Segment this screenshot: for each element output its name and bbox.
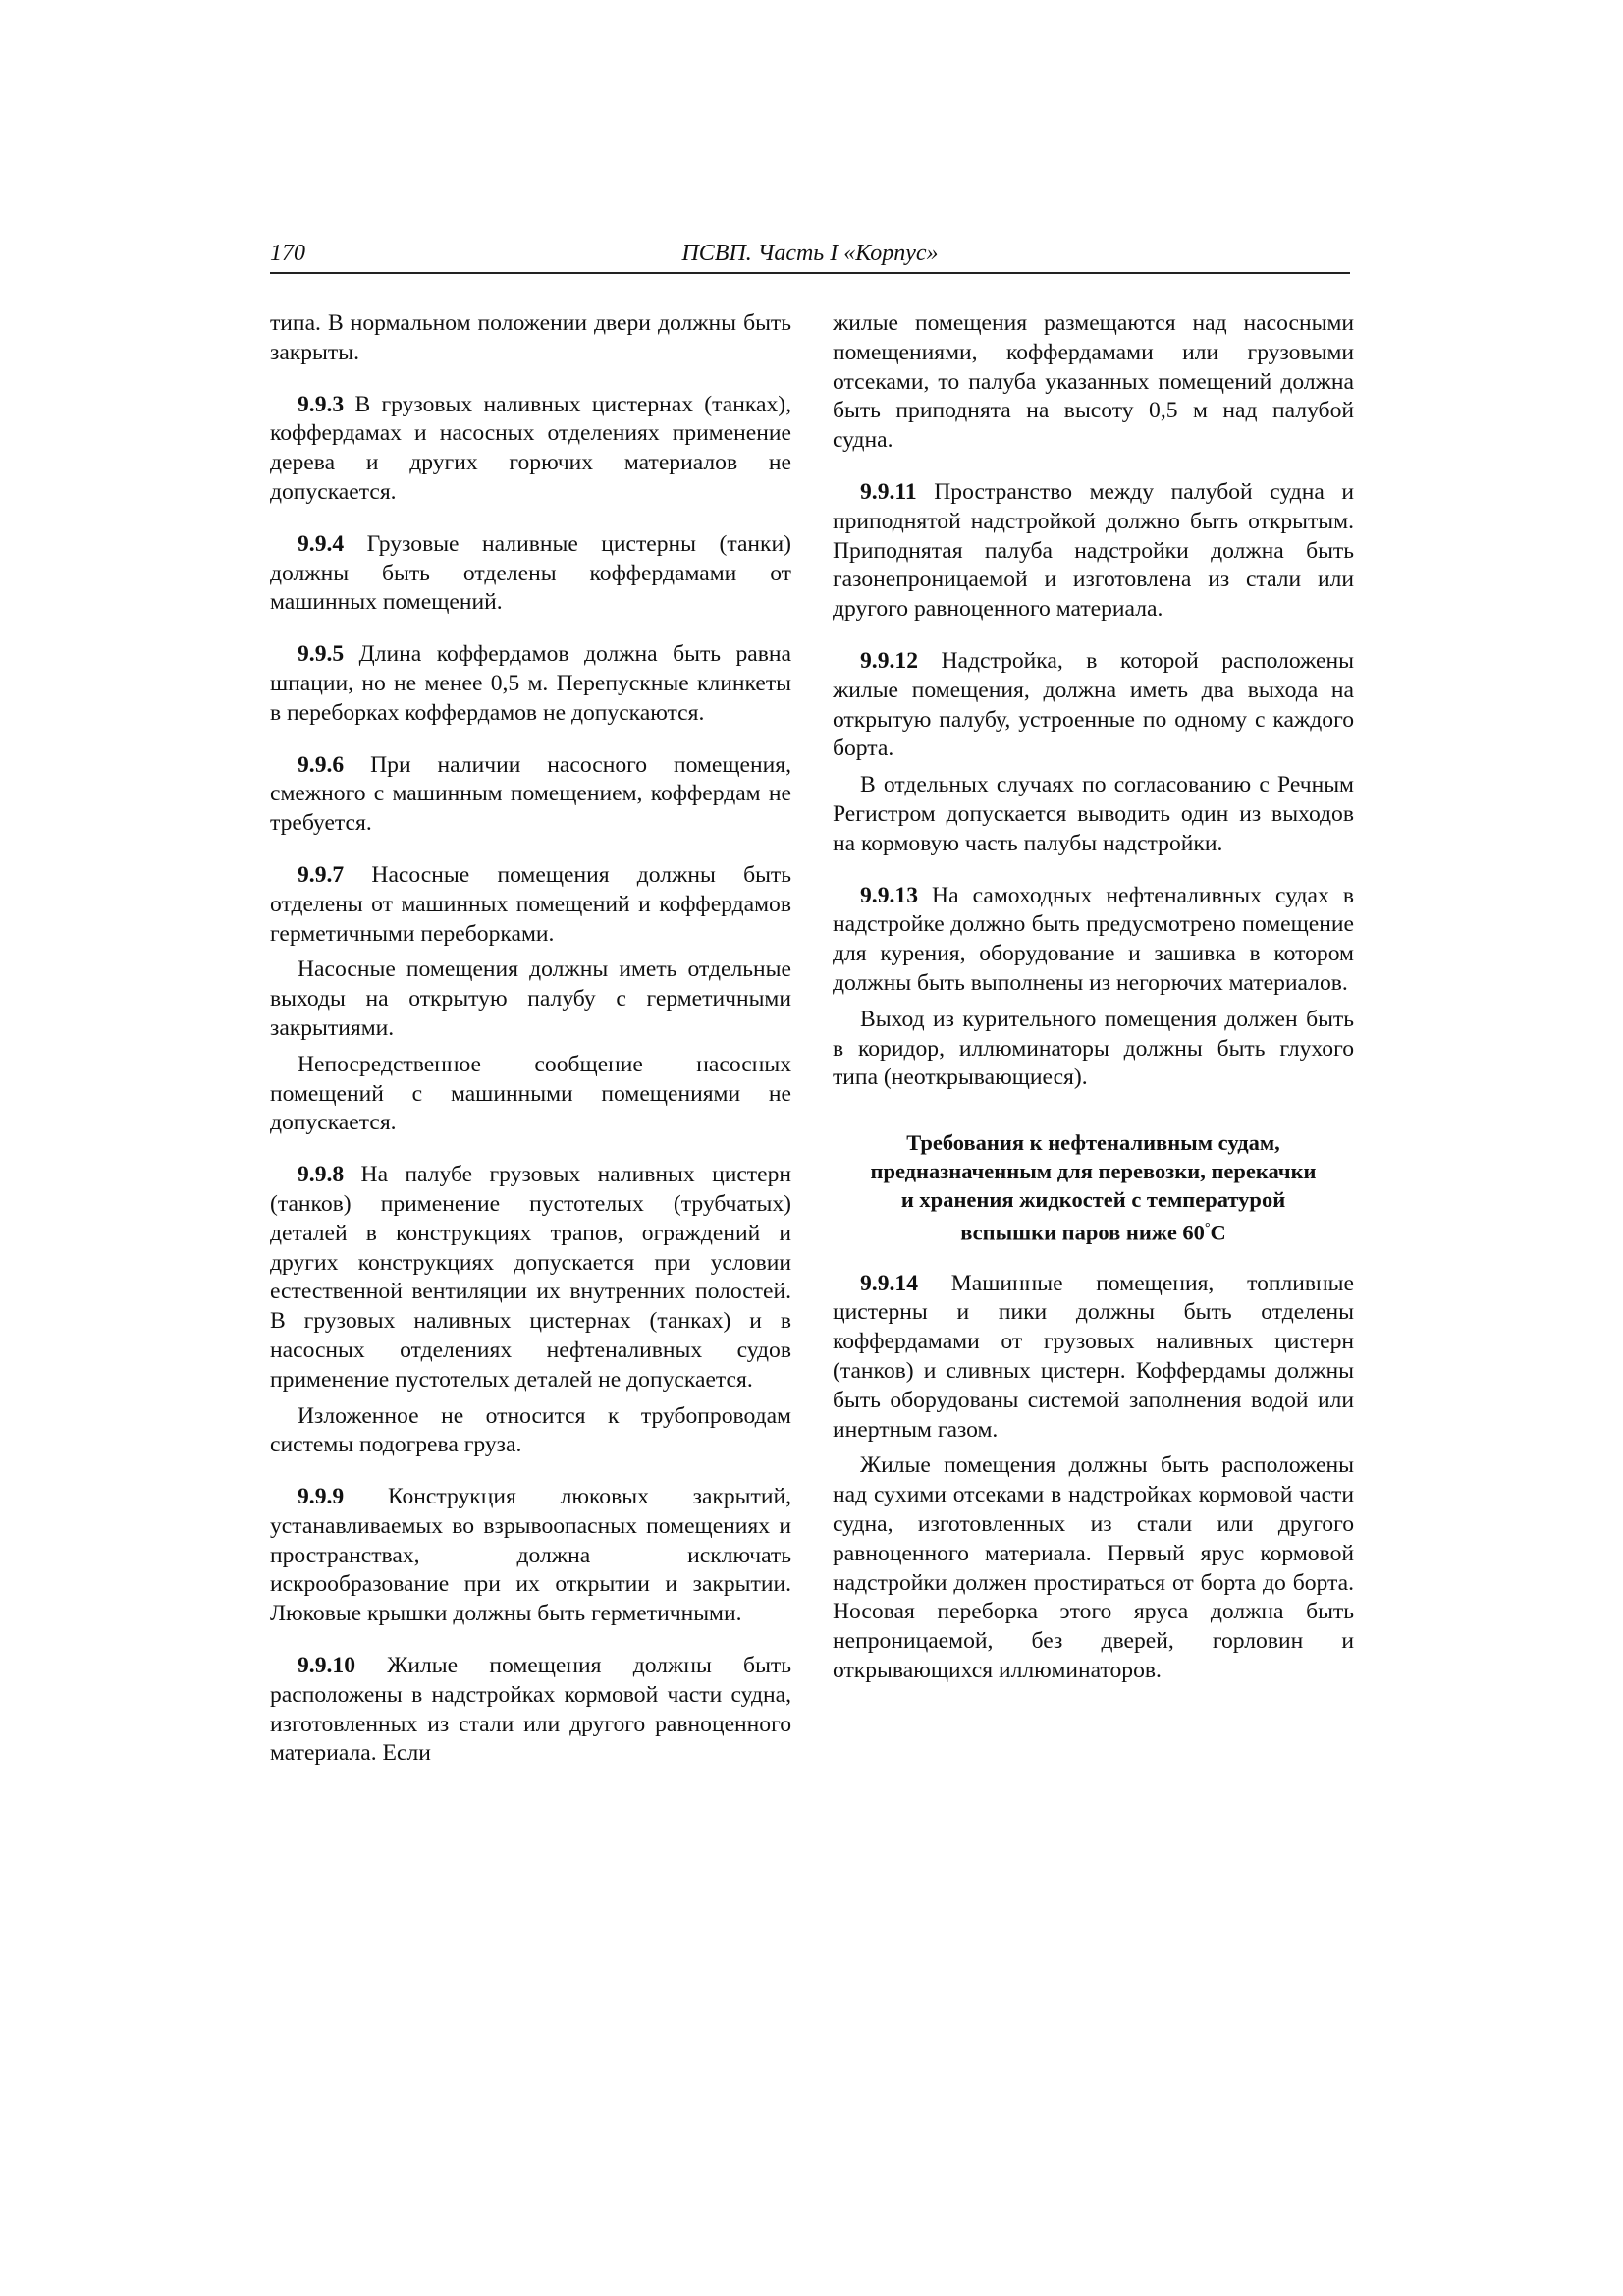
paragraph-9-9-12: 9.9.12 Надстройка, в которой расположены жилые помещения, должна иметь два выхода на открытую палубу, устроенные по одному с каждого борта.	[833, 647, 1354, 762]
clause-number: 9.9.13	[860, 882, 918, 908]
paragraph-9-9-3: 9.9.3 В грузовых наливных цистернах (танках), коффердамах и насосных отделениях применение дерева и других горючих материалов не допускается.	[270, 391, 791, 505]
clause-number: 9.9.4	[298, 530, 345, 557]
paragraph-9-9-10: 9.9.10 Жилые помещения должны быть расположены в надстройках кормовой части судна, изготовленных из стали или другого равноценного материала. Если	[270, 1653, 791, 1767]
section-heading: Требования к нефтеналивным судам, предназначенным для перевозки, перекачки и хранения жидкостей с температурой вспышки паров ниже 60°С	[870, 1130, 1317, 1245]
clause-number: 9.9.11	[860, 478, 917, 505]
left-column	[270, 309, 791, 1769]
paragraph-9-9-7: 9.9.7 Насосные помещения должны быть отделены от машинных помещений и коффердамов герметичными переборками.	[270, 861, 791, 947]
paragraph-9-9-8: 9.9.8 На палубе грузовых наливных цистерн (танков) применение пустотелых (трубчатых) деталей в конструкциях трапов, ограждений и других конструкциях допускается при условии естественной вентиляции их внутренних полостей. В грузовых наливных цистернах (танках) и в насосных отделениях нефтеналивных судов применение пустотелых деталей не допускается.	[270, 1162, 791, 1393]
paragraph-9-9-6: 9.9.6 При наличии насосного помещения, смежного с машинным помещением, коффердам не требуется.	[270, 751, 791, 837]
right-column	[833, 309, 1354, 1686]
clause-number: 9.9.10	[298, 1653, 355, 1679]
paragraph-9-9-5: 9.9.5 Длина коффердамов должна быть равна шпации, но не менее 0,5 м. Перепускные клинкеты в переборках коффердамов не допускаются.	[270, 641, 791, 726]
clause-number: 9.9.3	[298, 391, 345, 417]
paragraph: Насосные помещения должны иметь отдельные выходы на открытую палубу с герметичными закрытиями.	[270, 957, 791, 1041]
clause-number: 9.9.12	[860, 647, 918, 674]
paragraph-9-9-11: 9.9.11 Пространство между палубой судна и приподнятой надстройкой должно быть открытым. Приподнятая палуба надстройки должна быть газонепроницаемой и изготовлена из стали или другого равноценного материала.	[833, 478, 1354, 623]
clause-number: 9.9.14	[860, 1270, 918, 1296]
page-header	[270, 239, 1350, 274]
paragraph-9-9-4: 9.9.4 Грузовые наливные цистерны (танки) должны быть отделены коффердамами от машинных помещений.	[270, 530, 791, 616]
clause-number: 9.9.9	[298, 1484, 345, 1510]
clause-number: 9.9.8	[298, 1162, 345, 1188]
paragraph-9-9-13: 9.9.13 На самоходных нефтеналивных судах в надстройке должно быть предусмотрено помещение для курения, оборудование и зашивка в котором должны быть выполнены из негорючих материалов.	[833, 882, 1354, 996]
paragraph: В отдельных случаях по согласованию с Речным Регистром допускается выводить один из выходов на кормовую часть палубы надстройки.	[833, 772, 1354, 856]
clause-number: 9.9.6	[298, 751, 345, 778]
running-title: ПСВП. Часть I «Корпус»	[681, 241, 939, 266]
clause-number: 9.9.5	[298, 641, 345, 668]
page-number: 170	[270, 241, 305, 266]
paragraph: типа. В нормальном положении двери должны быть закрыты.	[270, 310, 791, 365]
paragraph-9-9-14: 9.9.14 Машинные помещения, топливные цистерны и пики должны быть отделены коффердамами от грузовых наливных цистерн (танков) и сливных цистерн. Коффердамы должны быть оборудованы системой заполнения водой или инертным газом.	[833, 1270, 1354, 1443]
paragraph: Жилые помещения должны быть расположены над сухими отсеками в надстройках кормовой части судна, изготовленных из стали или другого равноценного материала. Первый ярус кормовой надстройки должен простираться от борта до борта. Носовая переборка этого яруса должна быть непроницаемой, без дверей, горловин и открывающихся иллюминаторов.	[833, 1452, 1354, 1683]
paragraph: жилые помещения размещаются над насосными помещениями, коффердамами или грузовыми отсеками, то палуба указанных помещений должна быть приподнята на высоту 0,5 м над палубой судна.	[833, 310, 1354, 454]
paragraph: Выход из курительного помещения должен быть в коридор, иллюминаторы должны быть глухого типа (неоткрывающиеся).	[833, 1006, 1354, 1091]
clause-number: 9.9.7	[298, 861, 345, 888]
paragraph-9-9-9: 9.9.9 Конструкция люковых закрытий, устанавливаемых во взрывоопасных помещениях и пространствах, должна исключать искрообразование при их открытии и закрытии. Люковые крышки должны быть герметичными.	[270, 1484, 791, 1627]
paragraph: Непосредственное сообщение насосных помещений с машинными помещениями не допускается.	[270, 1051, 791, 1136]
paragraph: Изложенное не относится к трубопроводам системы подогрева груза.	[270, 1402, 791, 1458]
